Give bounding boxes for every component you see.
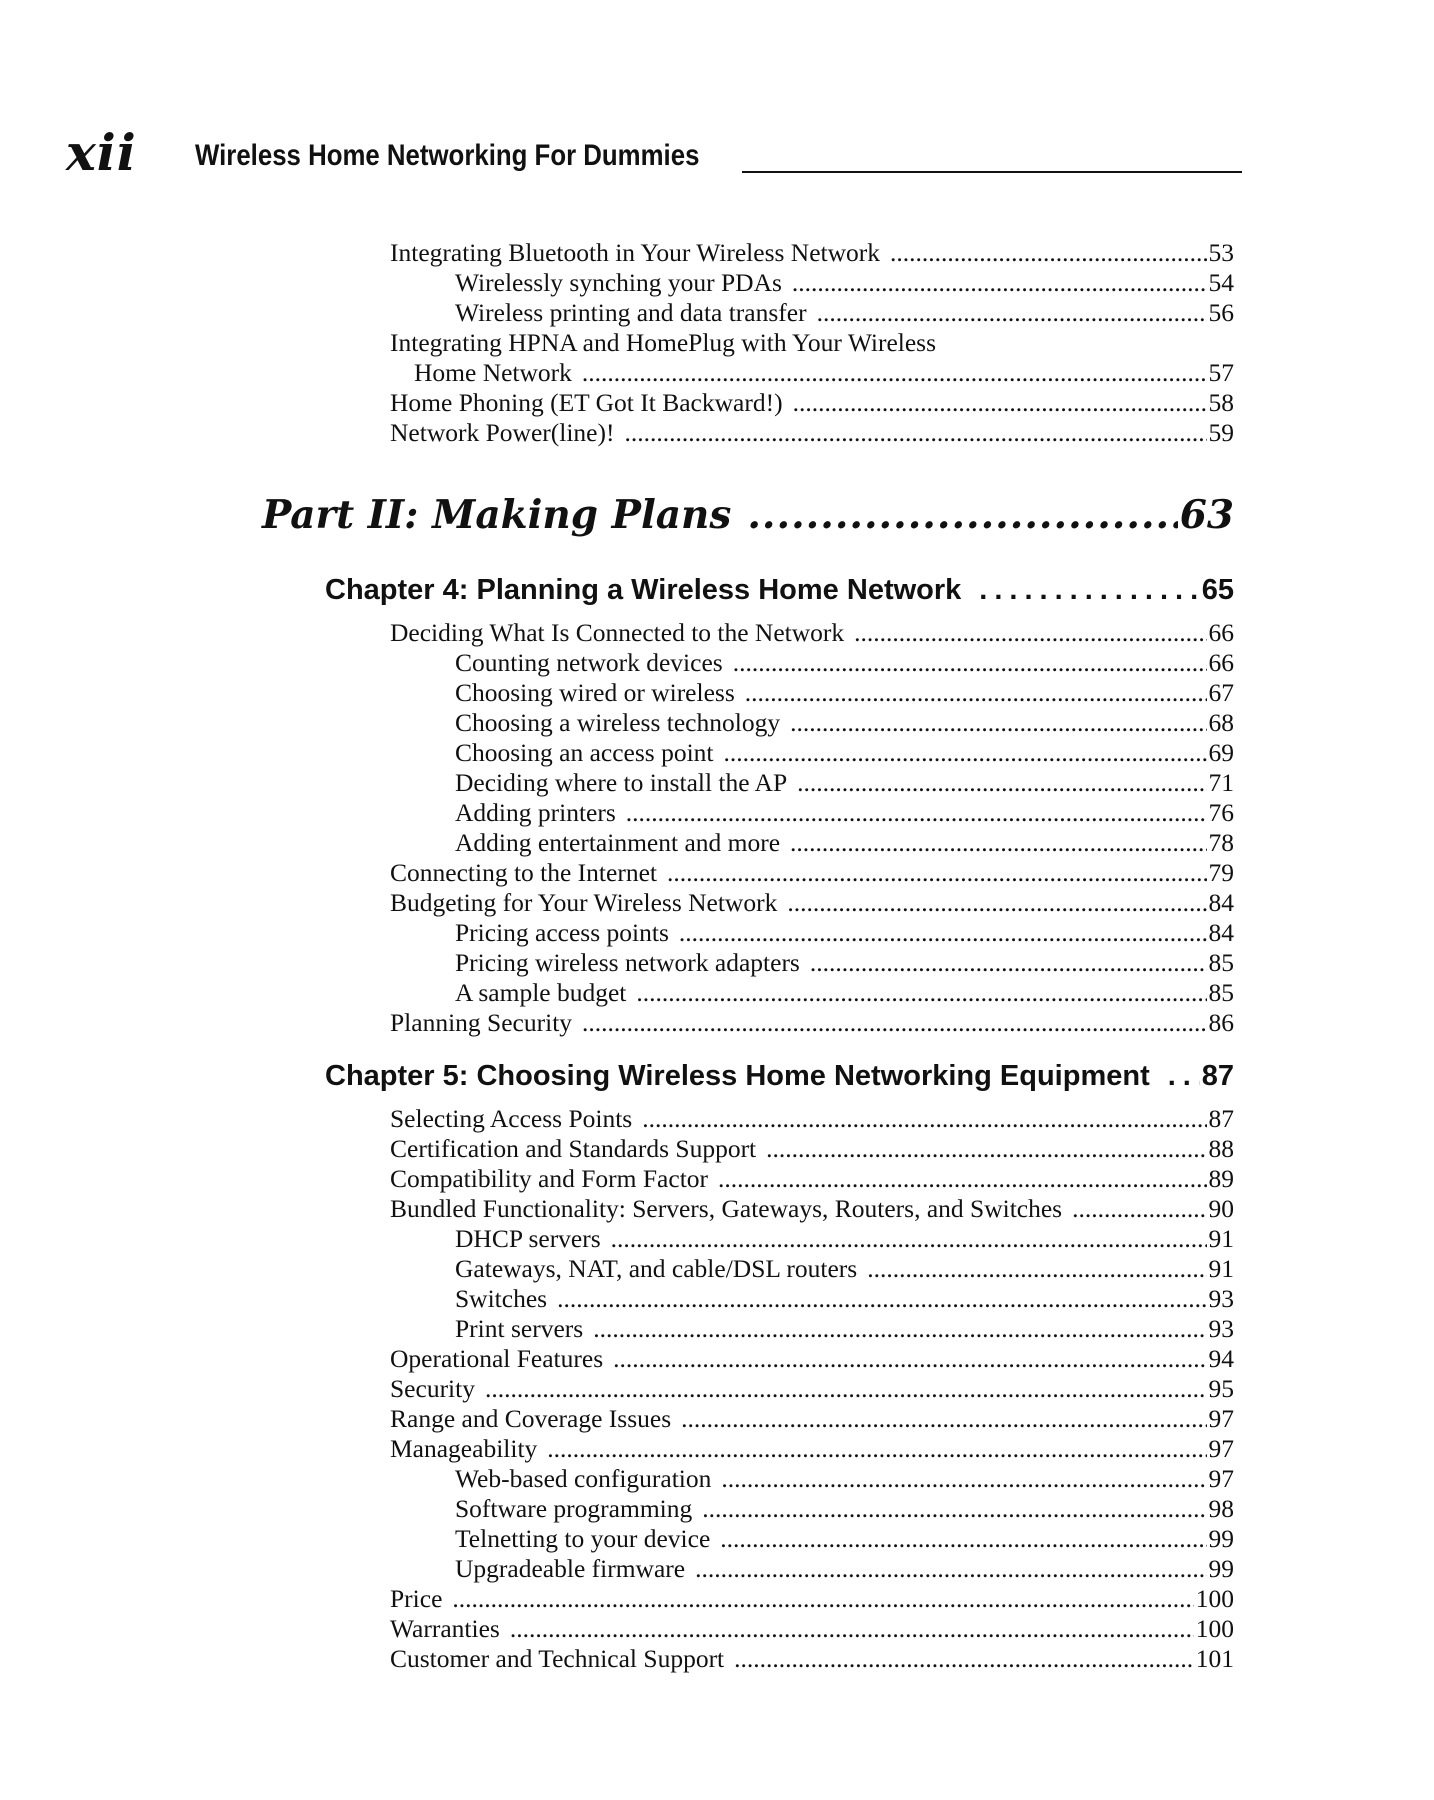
entry-title: Price — [390, 1584, 443, 1613]
entry-page: 85 — [1208, 978, 1234, 1007]
leader-dots — [681, 1404, 1206, 1434]
toc-entry — [390, 888, 1234, 918]
entry-page: 69 — [1208, 738, 1234, 767]
entry-title: Range and Coverage Issues — [390, 1404, 672, 1433]
entry-title: Web-based configuration — [455, 1464, 712, 1493]
entry-page: 91 — [1208, 1224, 1234, 1253]
toc-subentry — [455, 1524, 1234, 1554]
entry-title: Operational Features — [390, 1344, 604, 1373]
toc-subentry — [455, 1284, 1234, 1314]
entry-title: Adding entertainment and more — [455, 828, 781, 857]
entry-title: Counting network devices — [455, 648, 723, 677]
entry-page: 93 — [1208, 1284, 1234, 1313]
entry-page: 84 — [1208, 918, 1234, 947]
leader-dots — [790, 708, 1206, 738]
leader-dots — [766, 1134, 1206, 1164]
leader-dots — [810, 948, 1207, 978]
entry-page: 67 — [1208, 678, 1234, 707]
entry-page: 66 — [1208, 648, 1234, 677]
chapter-title: Chapter 4: Planning a Wireless Home Network — [325, 574, 962, 606]
chapter-heading — [325, 1058, 1234, 1094]
entry-page: 71 — [1208, 768, 1234, 797]
toc-subentry — [455, 798, 1234, 828]
part-page: 63 — [1179, 492, 1234, 538]
toc-entry — [390, 858, 1234, 888]
entry-title: Print servers — [455, 1314, 584, 1343]
entry-page: 86 — [1208, 1008, 1234, 1037]
entry-page: 100 — [1195, 1614, 1234, 1643]
entry-page: 88 — [1208, 1134, 1234, 1163]
toc-entry — [414, 358, 1234, 388]
entry-page: 89 — [1208, 1164, 1234, 1193]
entry-title: Integrating Bluetooth in Your Wireless Network — [390, 238, 881, 267]
entry-page: 78 — [1208, 828, 1234, 857]
entry-page: 99 — [1208, 1554, 1234, 1583]
leader-dots — [613, 1344, 1206, 1374]
leader-dots — [733, 648, 1207, 678]
entry-page: 56 — [1208, 298, 1234, 327]
toc-entry — [390, 1374, 1234, 1404]
leader-dots — [792, 268, 1207, 298]
leader-dots — [1168, 1058, 1200, 1094]
entry-page: 97 — [1208, 1404, 1234, 1433]
entry-page: 57 — [1208, 358, 1234, 387]
entry-title: A sample budget — [455, 978, 627, 1007]
toc-subentry — [455, 1554, 1234, 1584]
leader-dots — [626, 798, 1207, 828]
toc-subentry — [455, 738, 1234, 768]
part-title: Part II: Making Plans — [262, 492, 732, 538]
entry-title: Manageability — [390, 1434, 538, 1463]
leader-dots — [547, 1434, 1206, 1464]
entry-title: Bundled Functionality: Servers, Gateways, Routers, and Switches — [390, 1194, 1063, 1223]
entry-title: Pricing wireless network adapters — [455, 948, 800, 977]
toc-entry — [390, 1008, 1234, 1038]
entry-title: Telnetting to your device — [455, 1524, 711, 1553]
entry-page: 95 — [1208, 1374, 1234, 1403]
toc-subentry — [455, 1254, 1234, 1284]
leader-dots — [485, 1374, 1207, 1404]
leader-dots — [636, 978, 1206, 1008]
leader-dots — [1072, 1194, 1206, 1224]
toc-subentry — [455, 768, 1234, 798]
header-rule — [742, 171, 1242, 173]
toc-entry — [390, 1584, 1234, 1614]
entry-title: Deciding where to install the AP — [455, 768, 788, 797]
leader-dots — [793, 388, 1207, 418]
leader-dots — [695, 1554, 1206, 1584]
toc-subentry — [455, 828, 1234, 858]
toc-entry — [390, 1434, 1234, 1464]
leader-dots — [721, 1464, 1206, 1494]
toc-entry — [390, 238, 1234, 268]
leader-dots — [817, 298, 1207, 328]
leader-dots — [582, 1008, 1206, 1038]
toc-entry — [390, 1194, 1234, 1224]
entry-title: Pricing access points — [455, 918, 669, 947]
leader-dots — [797, 768, 1206, 798]
entry-title: Choosing an access point — [455, 738, 714, 767]
toc-subentry — [455, 1224, 1234, 1254]
toc-subentry — [455, 268, 1234, 298]
entry-title-line: Integrating HPNA and HomePlug with Your Wireless — [390, 328, 937, 357]
entry-page: 99 — [1208, 1524, 1234, 1553]
leader-dots — [890, 238, 1206, 268]
entry-page: 79 — [1208, 858, 1234, 887]
toc-subentry — [455, 1314, 1234, 1344]
entry-title: Software programming — [455, 1494, 693, 1523]
toc-entry — [390, 1164, 1234, 1194]
entry-title: Security — [390, 1374, 475, 1403]
entry-page: 66 — [1208, 618, 1234, 647]
entry-title: Network Power(line)! — [390, 418, 615, 447]
entry-title: Upgradeable firmware — [455, 1554, 686, 1583]
entry-title: Selecting Access Points — [390, 1104, 633, 1133]
leader-dots — [452, 1584, 1193, 1614]
entry-title: Customer and Technical Support — [390, 1644, 725, 1673]
entry-title: Planning Security — [390, 1008, 573, 1037]
entry-page: 84 — [1208, 888, 1234, 917]
entry-page: 59 — [1208, 418, 1234, 447]
toc-entry — [390, 1404, 1234, 1434]
toc-entry — [390, 618, 1234, 648]
entry-page: 58 — [1208, 388, 1234, 417]
leader-dots — [582, 358, 1207, 388]
entry-page: 90 — [1208, 1194, 1234, 1223]
toc-subentry — [455, 1494, 1234, 1524]
leader-dots — [593, 1314, 1206, 1344]
leader-dots — [787, 888, 1206, 918]
entry-title: DHCP servers — [455, 1224, 601, 1253]
entry-page: 97 — [1208, 1434, 1234, 1463]
toc-entry — [390, 1134, 1234, 1164]
running-title: Wireless Home Networking For Dummies — [195, 139, 700, 172]
leader-dots — [611, 1224, 1207, 1254]
entry-page: 76 — [1208, 798, 1234, 827]
entry-page: 85 — [1208, 948, 1234, 977]
toc-entry — [390, 1644, 1234, 1674]
entry-title: Connecting to the Internet — [390, 858, 657, 887]
leader-dots — [510, 1614, 1194, 1644]
page-number: xii — [66, 123, 137, 182]
entry-title: Gateways, NAT, and cable/DSL routers — [455, 1254, 858, 1283]
entry-page: 101 — [1195, 1644, 1234, 1673]
toc-entry — [390, 388, 1234, 418]
leader-dots — [747, 491, 1177, 539]
entry-title: Warranties — [390, 1614, 500, 1643]
entry-page: 100 — [1195, 1584, 1234, 1613]
leader-dots — [720, 1524, 1206, 1554]
toc-subentry — [455, 648, 1234, 678]
toc-subentry — [455, 708, 1234, 738]
leader-dots — [724, 738, 1207, 768]
chapter-page: 65 — [1201, 574, 1234, 606]
leader-dots — [624, 418, 1206, 448]
entry-title: Wirelessly synching your PDAs — [455, 268, 782, 297]
leader-dots — [790, 828, 1206, 858]
entry-title: Choosing a wireless technology — [455, 708, 781, 737]
entry-title: Switches — [455, 1284, 548, 1313]
chapter-page: 87 — [1201, 1060, 1234, 1092]
entry-page: 68 — [1208, 708, 1234, 737]
toc-entry — [390, 1614, 1234, 1644]
entry-title: Deciding What Is Connected to the Network — [390, 618, 845, 647]
toc-entry — [390, 1344, 1234, 1374]
part-heading — [262, 491, 1234, 539]
toc-subentry — [455, 978, 1234, 1008]
leader-dots — [557, 1284, 1206, 1314]
entry-page: 94 — [1208, 1344, 1234, 1373]
chapter-heading — [325, 572, 1234, 608]
leader-dots — [979, 572, 1199, 608]
entry-title: Home Phoning (ET Got It Backward!) — [390, 388, 783, 417]
leader-dots — [679, 918, 1207, 948]
toc-subentry — [455, 678, 1234, 708]
entry-page: 91 — [1208, 1254, 1234, 1283]
entry-title: Compatibility and Form Factor — [390, 1164, 709, 1193]
toc-entry — [390, 418, 1234, 448]
entry-page: 53 — [1208, 238, 1234, 267]
chapter-title: Chapter 5: Choosing Wireless Home Networking Equipment — [325, 1060, 1150, 1092]
toc-entry — [390, 1104, 1234, 1134]
entry-title: Home Network — [414, 358, 572, 387]
entry-title: Budgeting for Your Wireless Network — [390, 888, 778, 917]
entry-page: 97 — [1208, 1464, 1234, 1493]
toc-subentry — [455, 1464, 1234, 1494]
leader-dots — [745, 678, 1207, 708]
entry-title: Adding printers — [455, 798, 616, 827]
entry-page: 87 — [1208, 1104, 1234, 1133]
leader-dots — [702, 1494, 1206, 1524]
toc-subentry — [455, 918, 1234, 948]
entry-title: Certification and Standards Support — [390, 1134, 757, 1163]
leader-dots — [667, 858, 1207, 888]
entry-page: 54 — [1208, 268, 1234, 297]
leader-dots — [642, 1104, 1206, 1134]
toc-subentry — [455, 948, 1234, 978]
leader-dots — [854, 618, 1206, 648]
leader-dots — [867, 1254, 1206, 1284]
leader-dots — [734, 1644, 1194, 1674]
entry-title: Wireless printing and data transfer — [455, 298, 807, 327]
toc-subentry — [455, 298, 1234, 328]
entry-page: 93 — [1208, 1314, 1234, 1343]
entry-title: Choosing wired or wireless — [455, 678, 735, 707]
entry-page: 98 — [1208, 1494, 1234, 1523]
leader-dots — [718, 1164, 1206, 1194]
